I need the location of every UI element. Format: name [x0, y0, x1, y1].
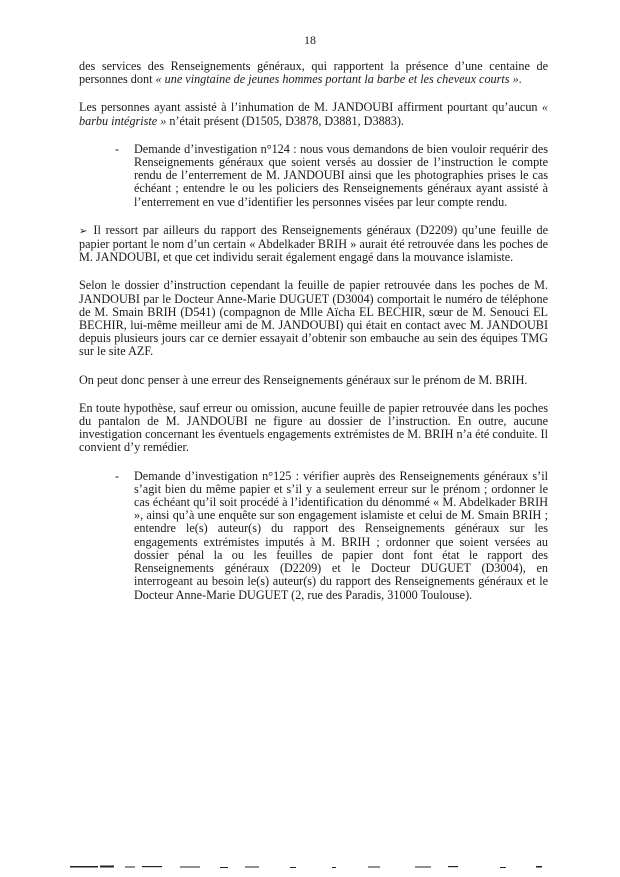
- bullet-dash: -: [115, 141, 120, 156]
- paragraph-text: Les personnes ayant assisté à l’inhumation de M. JANDOUBI affirment pourtant qu’aucun: [79, 100, 542, 115]
- paragraph-inhumation: [79, 101, 548, 127]
- document-body: [79, 60, 548, 617]
- paragraph-renseignements-presence: [79, 60, 548, 86]
- page-number: 18: [304, 33, 316, 47]
- investigation-request-124: [115, 141, 548, 209]
- quoted-text: « une vingtaine de jeunes hommes portant la barbe et les cheveux courts »: [155, 72, 519, 87]
- bullet-text: Demande d’investigation n°125 : vérifier auprès des Renseignements généraux s’il s’agit bien du même papier et s’il y a seulement erreur sur le prénom ; ordonner le cas échéant qu’il soit procédé à l’identification du dénommé « M. Abdelkader BRIH », ainsi qu’à une enquête sur son engagement islamiste et celui de M. Smain BRIH ; entendre le(s) auteur(s) du rapport des Renseignements généraux sur les engagements extrémistes imputés à M. BRIH ; ordonner que soient versées au dossier pénal la ou les feuilles de papier dont font état le rapport des Renseignements généraux (D2209) et le Docteur DUGUET (D3004), en interrogeant au besoin le(s) auteur(s) du rapport des Renseignements généraux et le Docteur Anne-Marie DUGUET (2, rue des Paradis, 31000 Toulouse).: [134, 468, 548, 602]
- bullet-dash: -: [115, 468, 120, 483]
- arrow-bullet-icon: ➢: [79, 225, 88, 237]
- bullet-text: Demande d’investigation n°124 : nous vous demandons de bien vouloir requérir des Renseignements généraux que soient versés au dossier de l’instruction le compte rendu de l’enterrement de M. JANDOUBI ainsi que les photographies prises le cas échéant ; entendre le ou les policiers des Renseignements généraux ayant assisté à l’enterrement en vue d’identifier les personnes visées par leur compte rendu.: [134, 141, 548, 209]
- paragraph-text: .: [518, 72, 522, 87]
- paragraph-text: n’était présent (D1505, D3878, D3881, D3883).: [166, 113, 404, 128]
- paragraph-hypothese: En toute hypothèse, sauf erreur ou omission, aucune feuille de papier retrouvée dans les poches du pantalon de M. JANDOUBI ne figure au dossier de l’instruction. En outre, aucune investigation concernant les éventuels engagements extrémistes de M. BRIH n’a été conduite. Il convient d’y remédier.: [79, 400, 548, 455]
- paragraph-text: des services des Renseignements généraux, qui rapportent la présence d’une centaine de personnes dont: [79, 59, 548, 87]
- paragraph-dossier-instruction: Selon le dossier d’instruction cependant la feuille de papier retrouvée dans les poches de M. JANDOUBI par le Docteur Anne-Marie DUGUET (D3004) comportait le numéro de téléphone de M. Smain BRIH (D541) (compagnon de Mlle Aïcha EL BECHIR, sœur de M. Senouci EL BECHIR, lui-même meilleur ami de M. JANDOUBI) qui était en contact avec M. JANDOUBI depuis plusieurs jours car ce dernier essayait d’obtenir son embauche au sein des équipes TMG sur le site AZF.: [79, 278, 548, 359]
- scan-artifact-footer: [70, 864, 560, 870]
- paragraph-text: Il ressort par ailleurs du rapport des Renseignements généraux (D2209) qu’une feuille de papier portant le nom d’un certain « Abdelkader BRIH » aurait été retrouvée dans les poches de M. JANDOUBI, et que cet individu serait également engagé dans la mouvance islamiste.: [79, 222, 548, 265]
- paragraph-rapport-rg: [79, 224, 548, 265]
- investigation-request-125: [115, 468, 548, 602]
- paragraph-erreur-prenom: On peut donc penser à une erreur des Renseignements généraux sur le prénom de M. BRIH.: [79, 372, 528, 387]
- quoted-text: « barbu intégriste »: [79, 100, 548, 128]
